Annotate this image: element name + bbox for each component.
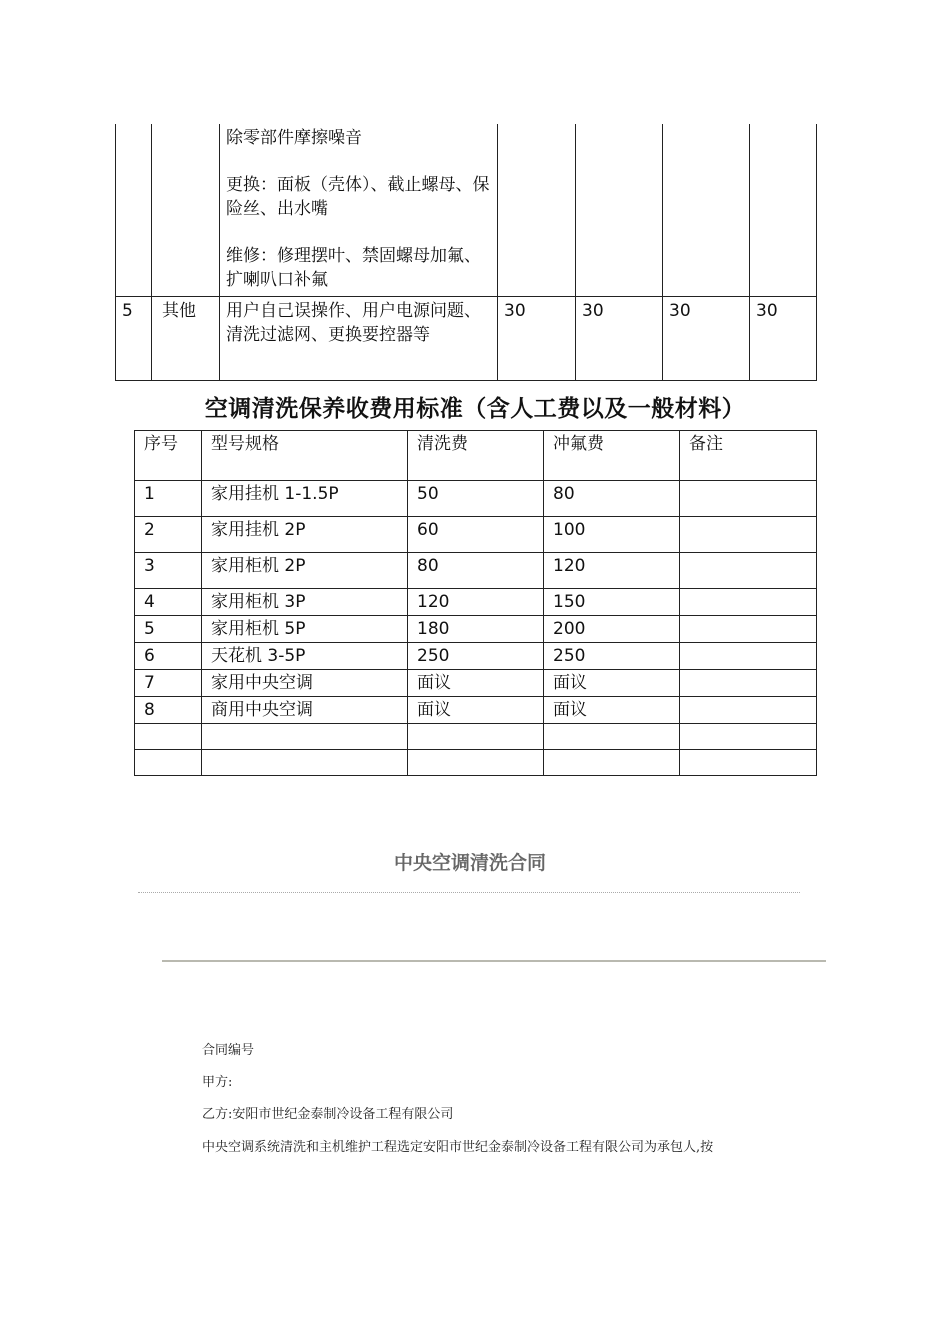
- paragraph: 除零部件摩擦噪音: [226, 128, 362, 148]
- table-cell: 80: [544, 481, 680, 517]
- table-cell: [680, 616, 817, 643]
- table-cell: 家用柜机 5P: [202, 616, 408, 643]
- table-cell: 其他: [152, 296, 220, 380]
- table-row: [135, 517, 817, 553]
- table-cell: [408, 750, 544, 776]
- table-cell: 180: [408, 616, 544, 643]
- table-row: [135, 750, 817, 776]
- table-cell: [680, 750, 817, 776]
- table-row: [135, 589, 817, 616]
- table-cell: [116, 124, 152, 296]
- table-row: [116, 124, 817, 296]
- table-cell: 1: [135, 481, 202, 517]
- table-cell: 家用柜机 2P: [202, 553, 408, 589]
- table-cell: 5: [116, 296, 152, 380]
- table-cell: 家用挂机 1-1.5P: [202, 481, 408, 517]
- header-cell: 清洗费: [408, 431, 544, 481]
- table-cell: [680, 517, 817, 553]
- repair-items-table: [115, 124, 817, 381]
- contract-intro: 中央空调系统清洗和主机维护工程选定安阳市世纪金泰制冷设备工程有限公司为承包人,按: [202, 1140, 714, 1155]
- paragraph: 更换：面板（壳体）、截止螺母、保险丝、出水嘴: [226, 175, 490, 219]
- table-cell: [135, 750, 202, 776]
- table-cell: 120: [408, 589, 544, 616]
- paragraph: 维修：修理摆叶、禁固螺母加氟、扩喇叭口补氟: [226, 246, 481, 290]
- table-cell: 250: [544, 643, 680, 670]
- contract-number-label: 合同编号: [202, 1043, 255, 1058]
- table-cell: [576, 124, 663, 296]
- table-cell: [220, 124, 498, 296]
- table-cell: [750, 124, 817, 296]
- table-cell: [544, 724, 680, 750]
- contract-title: 中央空调清洗合同: [393, 852, 546, 874]
- fee-table-title: 空调清洗保养收费用标准（含人工费以及一般材料）: [204, 396, 746, 422]
- table-cell: [498, 124, 576, 296]
- party-b-line: 乙方:安阳市世纪金泰制冷设备工程有限公司: [202, 1107, 454, 1122]
- table-cell: 用户自己误操作、用户电源问题、清洗过滤网、更换要控器等: [220, 296, 498, 380]
- table-cell: 6: [135, 643, 202, 670]
- fee-table: [134, 430, 817, 776]
- table-cell: 家用柜机 3P: [202, 589, 408, 616]
- table-cell: 2: [135, 517, 202, 553]
- table-cell: 天花机 3-5P: [202, 643, 408, 670]
- table-cell: [680, 589, 817, 616]
- table-cell: 150: [544, 589, 680, 616]
- table-cell: 7: [135, 670, 202, 697]
- table-cell: [663, 124, 750, 296]
- table-row: [135, 481, 817, 517]
- table-cell: 60: [408, 517, 544, 553]
- table-cell: [544, 750, 680, 776]
- header-cell: 冲氟费: [544, 431, 680, 481]
- solid-divider: [162, 960, 826, 962]
- table-cell: [680, 697, 817, 724]
- table-cell: 30: [498, 296, 576, 380]
- table-cell: [680, 670, 817, 697]
- table-cell: 250: [408, 643, 544, 670]
- table-cell: [680, 643, 817, 670]
- party-a-label: 甲方:: [202, 1075, 233, 1090]
- table-row: [135, 616, 817, 643]
- table-cell: 30: [576, 296, 663, 380]
- header-cell: 型号规格: [202, 431, 408, 481]
- table-cell: 家用挂机 2P: [202, 517, 408, 553]
- table-cell: 5: [135, 616, 202, 643]
- table-row: [135, 724, 817, 750]
- table-cell: 面议: [544, 670, 680, 697]
- table-cell: 面议: [408, 670, 544, 697]
- table-row: [135, 697, 817, 724]
- table-cell: [680, 553, 817, 589]
- table-cell: 200: [544, 616, 680, 643]
- table-cell: [408, 724, 544, 750]
- table-cell: [202, 750, 408, 776]
- header-cell: 备注: [680, 431, 817, 481]
- table-cell: 120: [544, 553, 680, 589]
- table-cell: 商用中央空调: [202, 697, 408, 724]
- table-header-row: [135, 431, 817, 481]
- table-cell: [152, 124, 220, 296]
- table-cell: 30: [750, 296, 817, 380]
- table-cell: 100: [544, 517, 680, 553]
- table-cell: [680, 481, 817, 517]
- table-cell: [135, 724, 202, 750]
- header-cell: 序号: [135, 431, 202, 481]
- table-cell: 3: [135, 553, 202, 589]
- table-cell: 50: [408, 481, 544, 517]
- table-cell: 80: [408, 553, 544, 589]
- dotted-divider: [138, 892, 800, 893]
- table-row: [116, 296, 817, 380]
- table-cell: [202, 724, 408, 750]
- table-cell: 面议: [408, 697, 544, 724]
- table-row: [135, 553, 817, 589]
- table-cell: 4: [135, 589, 202, 616]
- table-cell: 面议: [544, 697, 680, 724]
- table-cell: 8: [135, 697, 202, 724]
- table-row: [135, 643, 817, 670]
- table-cell: [680, 724, 817, 750]
- table-row: [135, 670, 817, 697]
- table-cell: 家用中央空调: [202, 670, 408, 697]
- table-cell: 30: [663, 296, 750, 380]
